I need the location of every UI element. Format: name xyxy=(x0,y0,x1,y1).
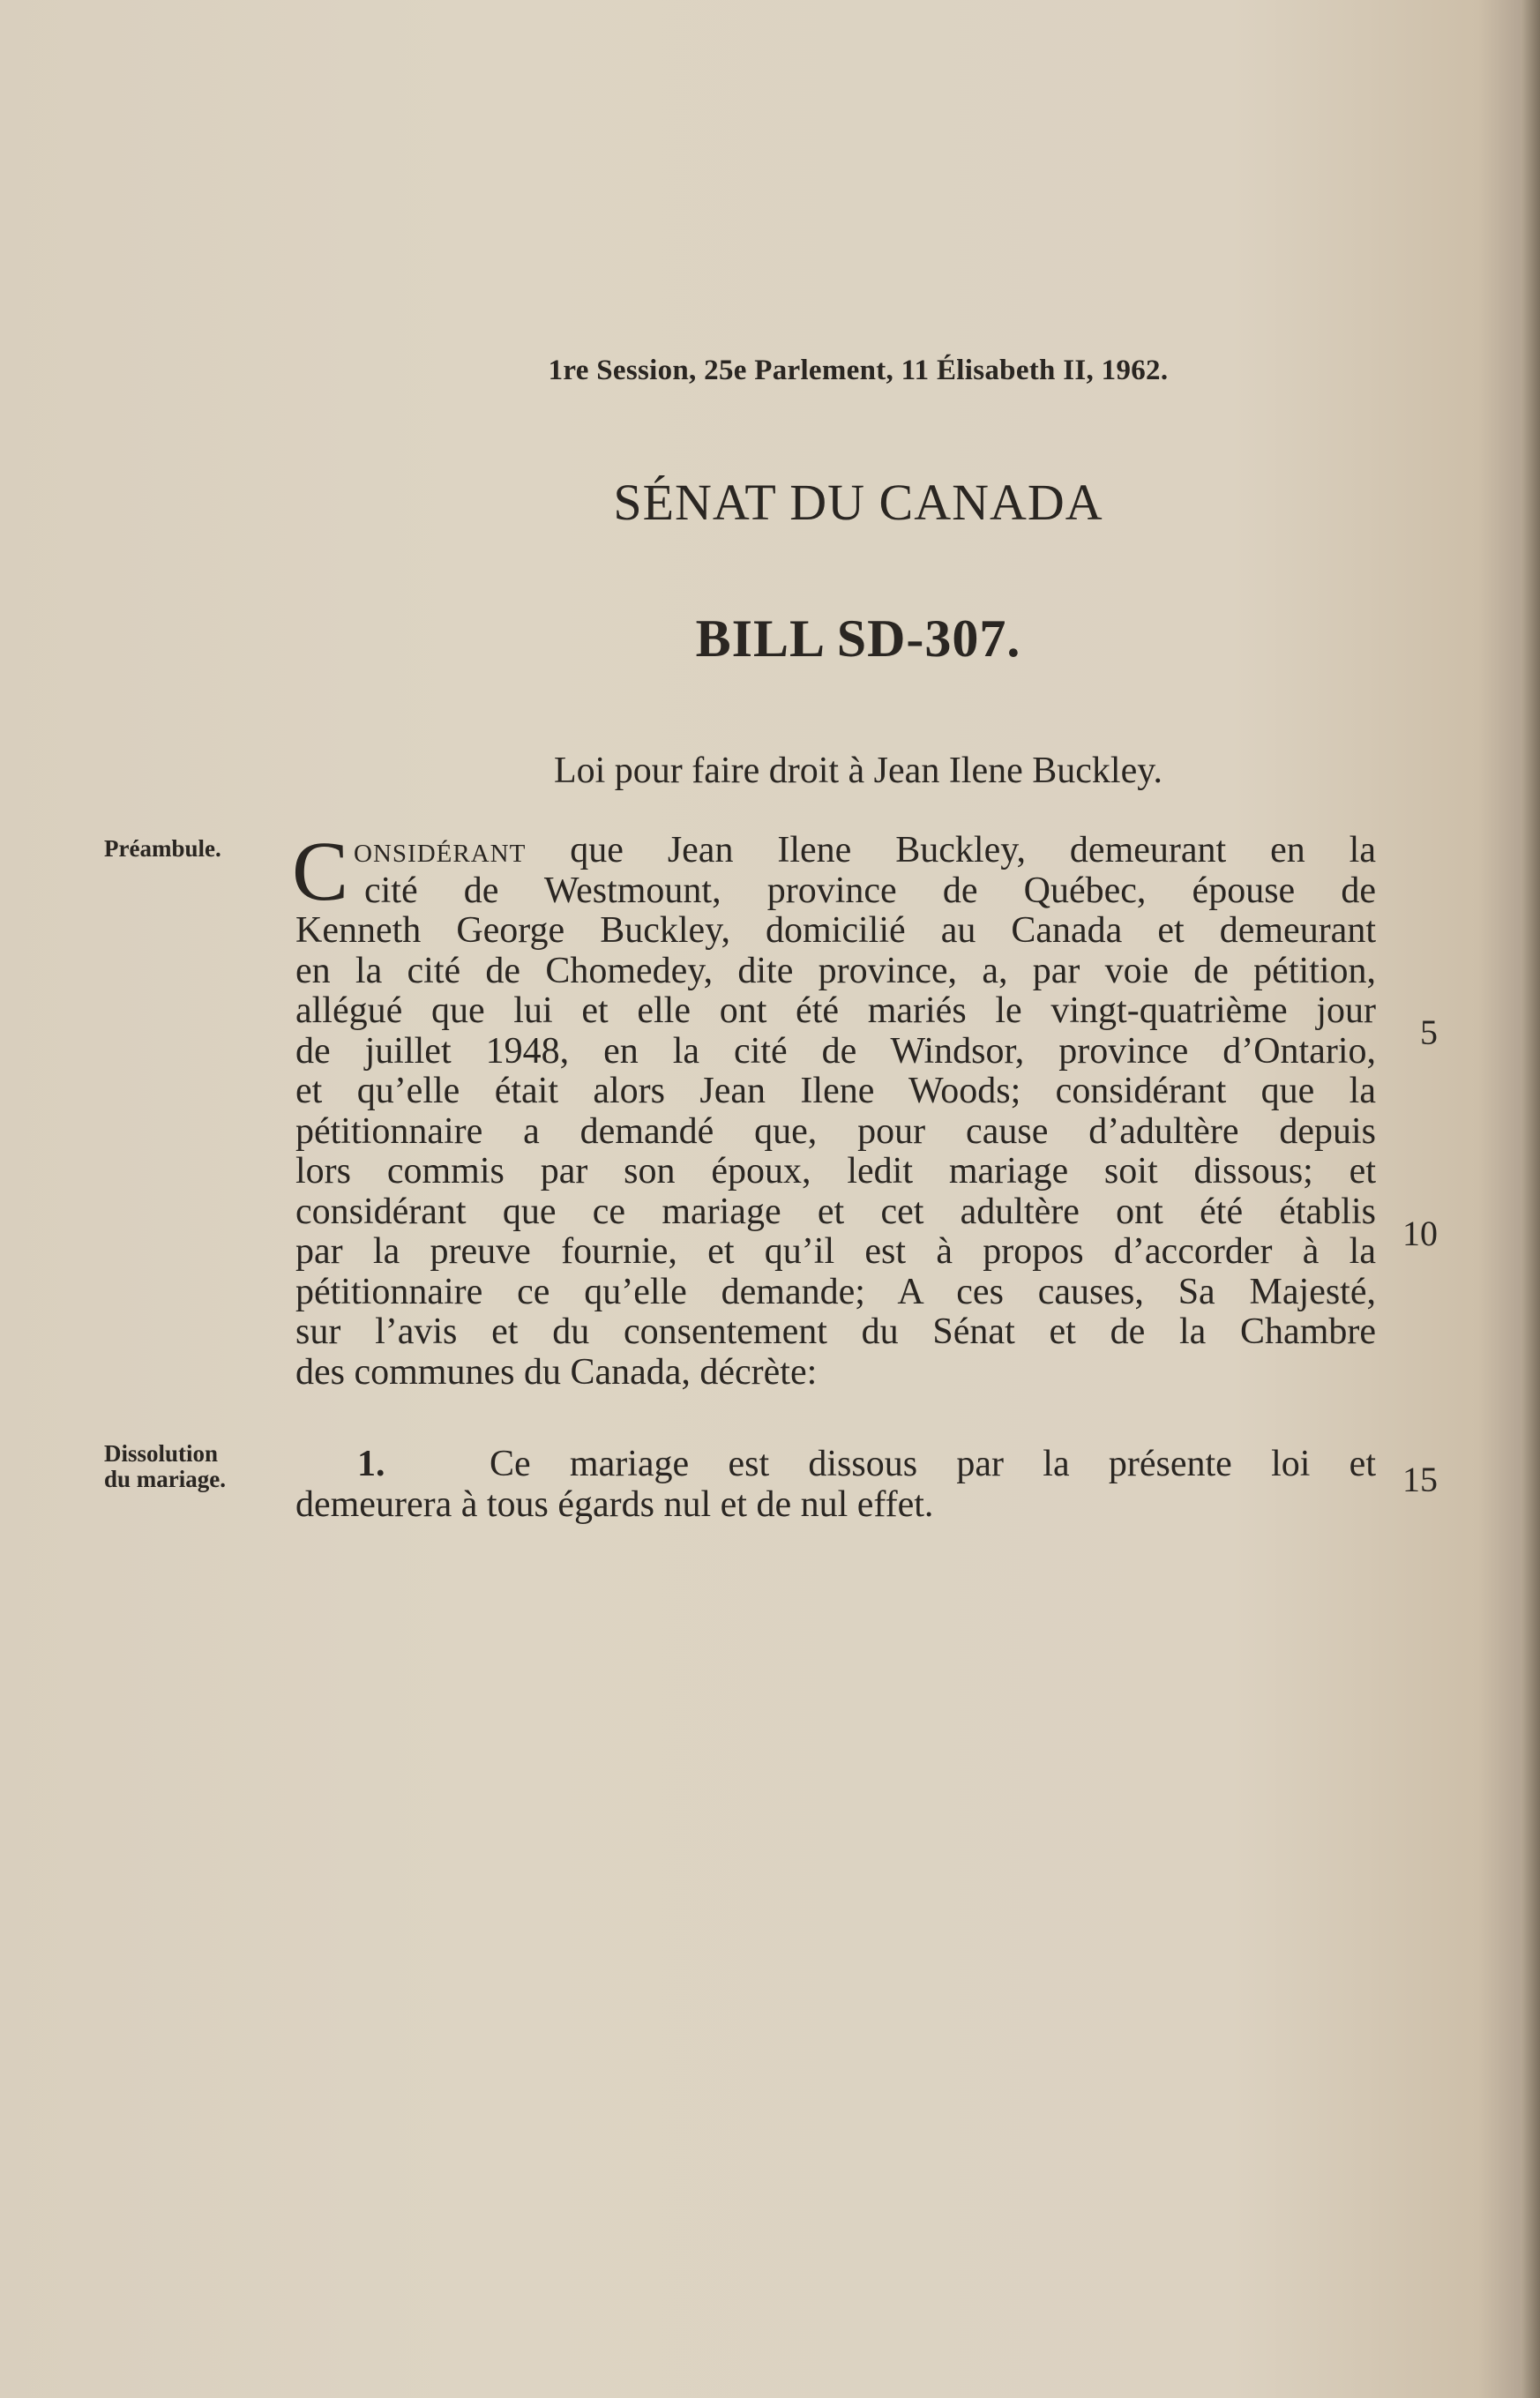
preamble-line-5: allégué que lui et elle ont été mariés le vingt-quatrième jour xyxy=(295,990,1376,1031)
margin-note-dissolution: Dissolution du mariage. xyxy=(104,1440,226,1492)
article-1-line-1: 1. Ce mariage est dissous par la présente loi et xyxy=(357,1444,1376,1484)
bill-title: Loi pour faire droit à Jean Ilene Buckley. xyxy=(553,751,1162,791)
session-header: 1re Session, 25e Parlement, 11 Élisabeth II, 1962. xyxy=(548,355,1169,386)
preamble-line-12: pétitionnaire ce qu’elle demande; A ces causes, Sa Majesté, xyxy=(295,1271,1376,1312)
preamble-line-13: sur l’avis et du consentement du Sénat et de la Chambre xyxy=(295,1311,1376,1352)
article-number: 1. xyxy=(357,1444,385,1484)
preamble-line-4: en la cité de Chomedey, dite province, a, par voie de pétition, xyxy=(295,950,1376,991)
preamble-line-2: cité de Westmount, province de Québec, épouse de xyxy=(364,870,1376,911)
preamble-text xyxy=(292,824,1376,1393)
first-word: onsidérant xyxy=(354,830,527,870)
preamble-line-9: lors commis par son époux, ledit mariage soit dissous; et xyxy=(295,1151,1376,1192)
preamble-line-7: et qu’elle était alors Jean Ilene Woods; considérant que la xyxy=(295,1071,1376,1111)
line-number-10: 10 xyxy=(1402,1214,1438,1253)
article-1-line-2: demeurera à tous égards nul et de nul effet. xyxy=(295,1483,934,1525)
preamble-line-6: de juillet 1948, en la cité de Windsor, province d’Ontario, xyxy=(295,1030,1376,1072)
preamble-line-1: Considérant que Jean Ilene Buckley, demeurant en la xyxy=(292,824,1376,918)
line-number-15: 15 xyxy=(1402,1460,1438,1499)
margin-note-preamble: Préambule. xyxy=(104,835,221,862)
preamble-line-11: par la preuve fournie, et qu’il est à propos d’accorder à la xyxy=(295,1231,1376,1272)
preamble-line-10: considérant que ce mariage et cet adultère ont été établis xyxy=(295,1191,1376,1232)
dropcap: C xyxy=(292,824,349,918)
preamble-line-14: des communes du Canada, décrète: xyxy=(295,1351,818,1393)
article-1-text xyxy=(295,1445,1376,1525)
line-number-5: 5 xyxy=(1420,1012,1438,1052)
preamble-line-8: pétitionnaire a demandé que, pour cause d’adultère depuis xyxy=(295,1110,1376,1152)
chamber-title: SÉNAT DU CANADA xyxy=(613,474,1103,531)
bill-number: BILL SD-307. xyxy=(695,609,1021,668)
preamble-line-3: Kenneth George Buckley, domicilié au Canada et demeurant xyxy=(295,910,1376,951)
